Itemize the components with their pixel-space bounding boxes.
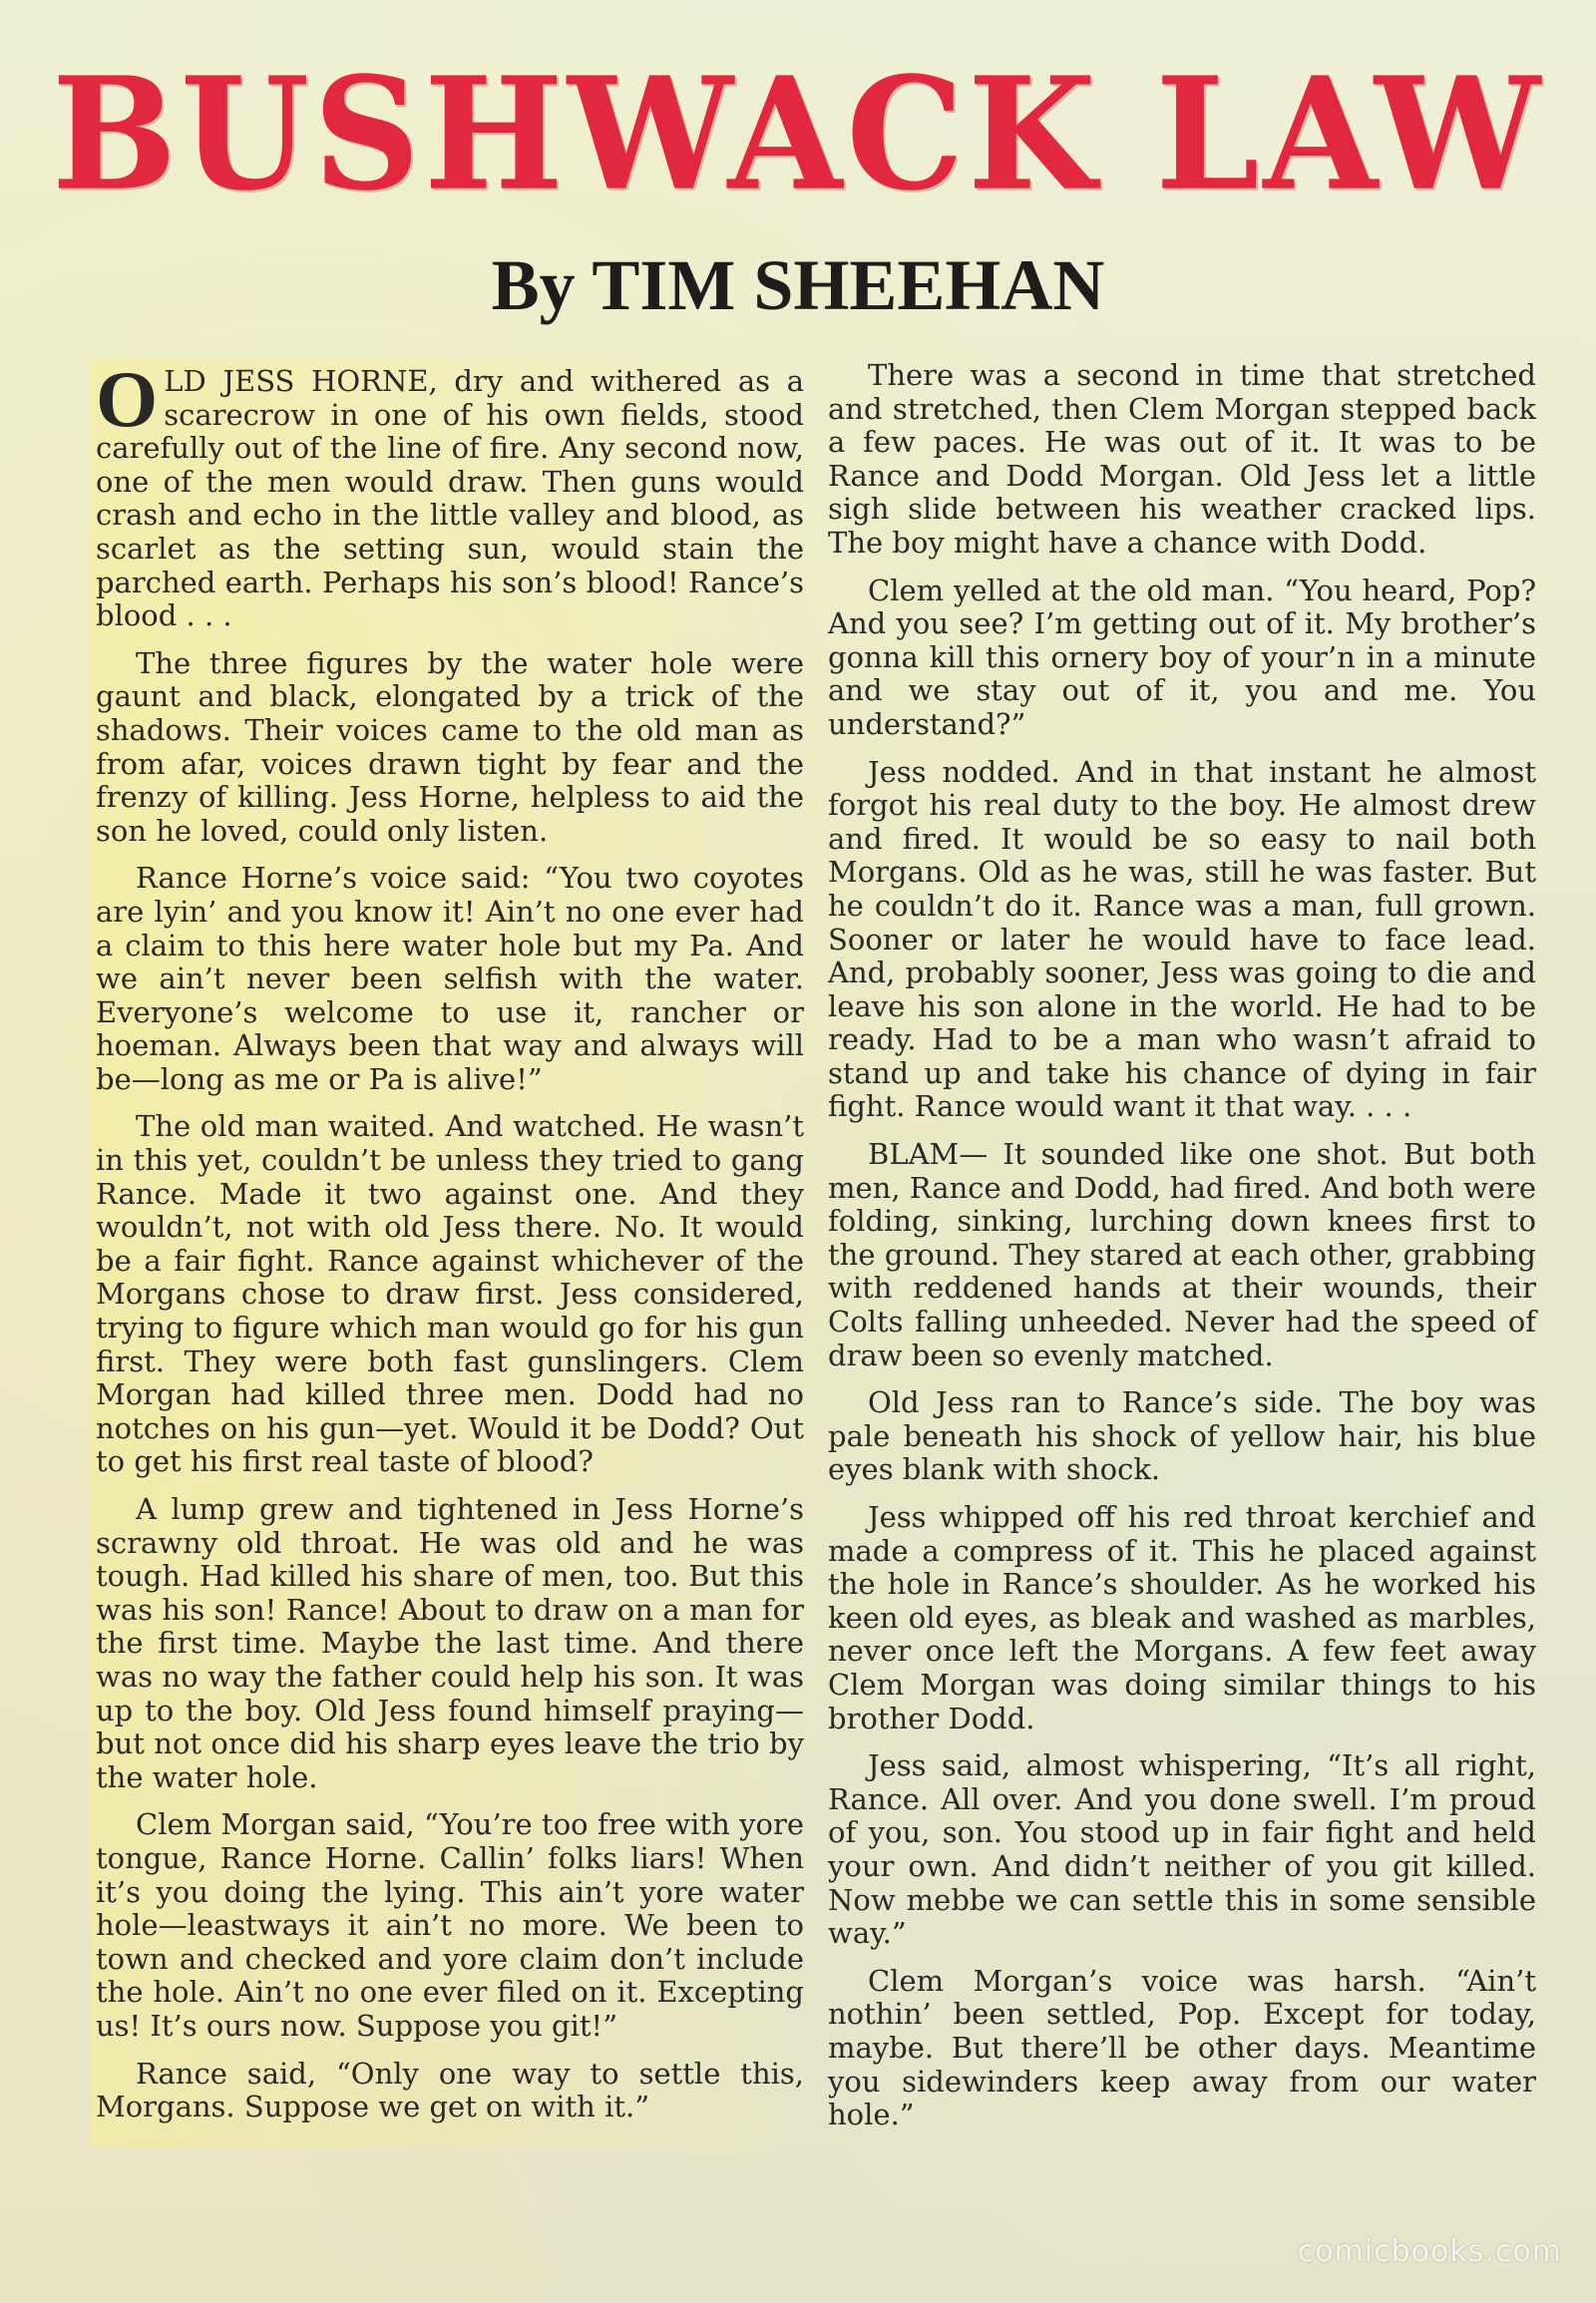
- site-watermark: comicbooks.com: [1297, 2234, 1562, 2269]
- paragraph: There was a second in time that stretched and stretched, then Clem Morgan stepped back a few paces. He was out of it. It was to be Rance and Dodd Morgan. Old Jess let a little sigh slide between his weather cracked lips. The boy might have a chance with Dodd.: [828, 358, 1536, 560]
- paragraph: BLAM— It sounded like one shot. But both men, Rance and Dodd, had fired. And both were folding, sinking, lurching down knees first to the ground. They stared at each other, grabbing with reddened hands at their wounds, their Colts falling unheeded. Never had the speed of draw been so evenly matched.: [828, 1137, 1536, 1372]
- right-column: [828, 359, 1536, 2146]
- story-title: BUSHWACK LAW: [51, 42, 1545, 225]
- paragraph: Clem yelled at the old man. “You heard, Pop? And you see? I’m getting out of it. My brother’s gonna kill this ornery boy of your’n in a minute and we stay out of it, you and me. You understand?”: [828, 573, 1536, 741]
- paragraph: Jess said, almost whispering, “It’s all right, Rance. All over. And you done swell. I’m proud of you, son. You stood up in fair fight and held your own. And didn’t neither of you git killed. Now mebbe we can settle this in some sensible way.”: [828, 1748, 1536, 1951]
- paragraph: A lump grew and tightened in Jess Horne’s scrawny old throat. He was old and he was tough. Had killed his share of men, too. But this was his son! Rance! About to draw on a man for the first time. Maybe the last time. And there was no way the father could help his son. It was up to the boy. Old Jess found himself praying—but not once did his sharp eyes leave the trio by the water hole.: [96, 1492, 804, 1794]
- paragraph: OLD JESS HORNE, dry and withered as a scarecrow in one of his own fields, stood carefully out of the line of fire. Any second now, one of the men would draw. Then guns would crash and echo in the little valley and blood, as scarlet as the setting sun, would stain the parched earth. Perhaps his son’s blood! Rance’s blood . . .: [96, 356, 804, 633]
- paragraph: Old Jess ran to Rance’s side. The boy was pale beneath his shock of yellow hair, his blue eyes blank with shock.: [828, 1385, 1536, 1487]
- paragraph: The three figures by the water hole were gaunt and black, elongated by a trick of the shadows. Their voices came to the old man as from afar, voices drawn tight by fear and the frenzy of killing. Jess Horne, helpless to aid the son he loved, could only listen.: [96, 645, 804, 848]
- paragraph: The old man waited. And watched. He wasn’t in this yet, couldn’t be unless they tried to gang Rance. Made it two against one. And they wouldn’t, not with old Jess there. No. It would be a fair fight. Rance against whichever of the Morgans chose to draw first. Jess considered, trying to figure which man would go for his gun first. They were both fast gunslingers. Clem Morgan had killed three men. Dodd had no notches on his gun—yet. Would it be Dodd? Out to get his first real taste of blood?: [96, 1109, 804, 1479]
- left-column: [90, 356, 812, 2148]
- story-byline: By TIM SHEEHAN: [491, 245, 1105, 325]
- paragraph: Rance Horne’s voice said: “You two coyotes are lyin’ and you know it! Ain’t no one ever had a claim to this here water hole but my Pa. And we ain’t never been selfish with the water. Everyone’s welcome to use it, rancher or hoeman. Always been that way and always will be—long as me or Pa is alive!”: [96, 861, 804, 1096]
- paragraph: Jess whipped off his red throat kerchief and made a compress of it. This he placed against the hole in Rance’s shoulder. As he worked his keen old eyes, as bleak and washed as marbles, never once left the Morgans. A few feet away Clem Morgan was doing similar things to his brother Dodd.: [828, 1500, 1536, 1735]
- drop-cap: O: [96, 356, 159, 444]
- paragraph: Rance said, “Only one way to settle this, Morgans. Suppose we get on with it.”: [96, 2056, 804, 2124]
- paragraph: Clem Morgan said, “You’re too free with yore tongue, Rance Horne. Callin’ folks liars! When it’s you doing the lying. This ain’t yore water hole—leastways it ain’t no more. We been to town and checked and yore claim don’t include the hole. Ain’t no one ever filed on it. Excepting us! It’s ours now. Suppose you git!”: [96, 1807, 804, 2043]
- paragraph: Clem Morgan’s voice was harsh. “Ain’t nothin’ been settled, Pop. Except for today, maybe. But there’ll be other days. Meantime you sidewinders keep away from our water hole.”: [828, 1963, 1536, 2132]
- paragraph: Jess nodded. And in that instant he almost forgot his real duty to the boy. He almost drew and fired. It would be so easy to nail both Morgans. Old as he was, still he was faster. But he couldn’t do it. Rance was a man, full grown. Sooner or later he would have to face lead. And, probably sooner, Jess was going to die and leave his son alone in the world. He had to be ready. Had to be a man who wasn’t afraid to stand up and take his chance of dying in fair fight. Rance would want it that way. . . .: [828, 754, 1536, 1124]
